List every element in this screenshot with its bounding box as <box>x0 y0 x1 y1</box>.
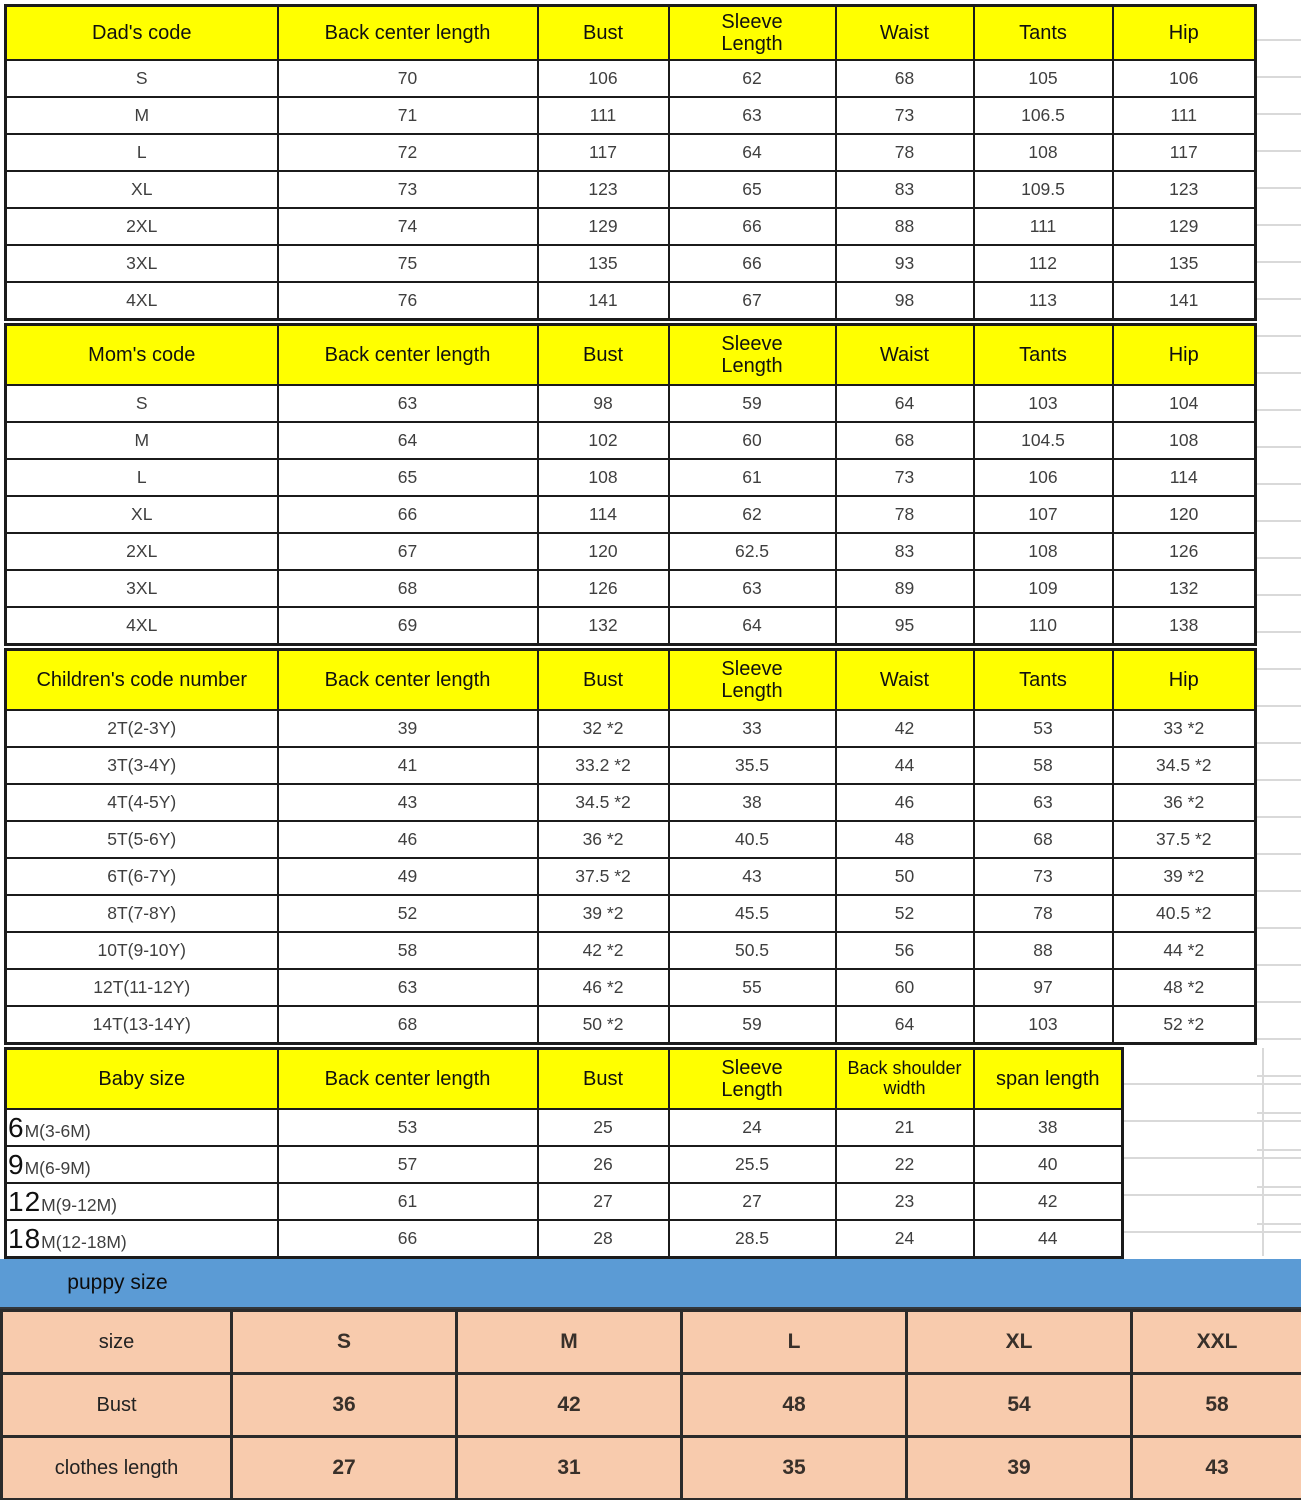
value-cell: 46 <box>278 821 538 858</box>
value-cell: 111 <box>1113 97 1256 134</box>
col-header-childrens-code-number: Children's code number <box>6 650 278 711</box>
value-cell: 98 <box>836 282 974 320</box>
value-cell: 117 <box>538 134 669 171</box>
value-cell: 44 <box>836 747 974 784</box>
value-cell: 110 <box>974 607 1113 645</box>
value-cell: 72 <box>278 134 538 171</box>
col-header-back-center-length: Back center length <box>278 1049 538 1110</box>
size-label-cell: XL <box>6 496 278 533</box>
size-label-rest: M(6-9M) <box>24 1157 91 1178</box>
value-cell: 43 <box>669 858 836 895</box>
size-label-cell: 4XL <box>6 607 278 645</box>
value-cell: 42 *2 <box>538 932 669 969</box>
size-label-cell: 10T(9-10Y) <box>6 932 278 969</box>
value-cell: 66 <box>669 208 836 245</box>
value-cell: 50 *2 <box>538 1006 669 1044</box>
value-cell: 74 <box>278 208 538 245</box>
puppy-size-banner <box>0 1259 1301 1309</box>
value-cell: 129 <box>1113 208 1256 245</box>
value-cell: 52 <box>278 895 538 932</box>
value-cell: 52 <box>836 895 974 932</box>
value-cell: 36 *2 <box>538 821 669 858</box>
size-label-big-number: 18 <box>8 1222 42 1254</box>
size-label-big-number: 9 <box>8 1148 25 1180</box>
value-cell: 40 <box>974 1146 1123 1183</box>
value-cell: 68 <box>278 570 538 607</box>
value-cell: 135 <box>1113 245 1256 282</box>
col-header-tants: Tants <box>974 650 1113 711</box>
value-cell: XXL <box>1132 1311 1301 1374</box>
table-row <box>6 245 1256 282</box>
value-cell: 113 <box>974 282 1113 320</box>
value-cell: 59 <box>669 1006 836 1044</box>
value-cell: 42 <box>836 710 974 747</box>
table-row <box>6 1220 1123 1258</box>
value-cell: 69 <box>278 607 538 645</box>
value-cell: 50.5 <box>669 932 836 969</box>
col-header-waist: Waist <box>836 650 974 711</box>
size-label-cell <box>6 1109 278 1146</box>
value-cell: 27 <box>232 1437 457 1500</box>
size-label-cell: 4XL <box>6 282 278 320</box>
value-cell: 62 <box>669 496 836 533</box>
value-cell: 39 <box>907 1437 1132 1500</box>
size-label-cell: 3XL <box>6 245 278 282</box>
table-row <box>6 1146 1123 1183</box>
value-cell: 103 <box>974 385 1113 422</box>
size-label-cell: S <box>6 60 278 97</box>
col-header-sleeve-length <box>669 1049 836 1110</box>
col-header-sleeve-length <box>669 6 836 61</box>
value-cell: 64 <box>278 422 538 459</box>
value-cell: 64 <box>669 134 836 171</box>
value-cell: 44 *2 <box>1113 932 1256 969</box>
value-cell: 28.5 <box>669 1220 836 1258</box>
header-row <box>6 650 1256 711</box>
value-cell: 21 <box>836 1109 974 1146</box>
childrens-table-header <box>6 650 1256 711</box>
table-row <box>6 422 1256 459</box>
table-row <box>2 1437 1301 1500</box>
value-cell: 40.5 *2 <box>1113 895 1256 932</box>
value-cell: 71 <box>278 97 538 134</box>
header-row <box>6 1049 1123 1110</box>
value-cell: 64 <box>669 607 836 645</box>
value-cell: 108 <box>1113 422 1256 459</box>
value-cell: 88 <box>974 932 1113 969</box>
value-cell: 66 <box>669 245 836 282</box>
dads-table-header <box>6 6 1256 61</box>
value-cell: 25.5 <box>669 1146 836 1183</box>
value-cell: 49 <box>278 858 538 895</box>
value-cell: L <box>682 1311 907 1374</box>
value-cell: 109.5 <box>974 171 1113 208</box>
col-header-hip: Hip <box>1113 650 1256 711</box>
value-cell: 65 <box>669 171 836 208</box>
value-cell: 89 <box>836 570 974 607</box>
table-row <box>6 821 1256 858</box>
value-cell: 42 <box>457 1374 682 1437</box>
value-cell: 114 <box>538 496 669 533</box>
col-header-bust: Bust <box>538 6 669 61</box>
value-cell: 38 <box>669 784 836 821</box>
value-cell: 34.5 *2 <box>538 784 669 821</box>
size-label-cell: 61 <box>278 1183 538 1220</box>
childrens-size-table <box>4 648 1257 1045</box>
moms-size-table <box>4 323 1257 646</box>
puppy-table-body <box>2 1311 1301 1500</box>
value-cell: 44 <box>974 1220 1123 1258</box>
table-row <box>6 134 1256 171</box>
value-cell: 60 <box>669 422 836 459</box>
value-cell: 35.5 <box>669 747 836 784</box>
value-cell: 22 <box>836 1146 974 1183</box>
size-label-cell <box>6 1220 278 1258</box>
value-cell: 67 <box>278 533 538 570</box>
value-cell: 62.5 <box>669 533 836 570</box>
value-cell: 103 <box>974 1006 1113 1044</box>
col-header-baby-size: Baby size <box>6 1049 278 1110</box>
value-cell: 33 <box>669 710 836 747</box>
size-label-cell: L <box>6 459 278 496</box>
sleeve-length-label: Sleeve Length <box>721 657 783 702</box>
size-label-cell: 4T(4-5Y) <box>6 784 278 821</box>
size-label-cell: 66 <box>278 1220 538 1258</box>
col-header-span-length: span length <box>974 1049 1123 1110</box>
value-cell: 53 <box>974 710 1113 747</box>
table-row <box>6 208 1256 245</box>
value-cell: 33 *2 <box>1113 710 1256 747</box>
value-cell: 40.5 <box>669 821 836 858</box>
value-cell: 111 <box>538 97 669 134</box>
size-label-cell: 3T(3-4Y) <box>6 747 278 784</box>
value-cell: S <box>232 1311 457 1374</box>
value-cell: 24 <box>669 1109 836 1146</box>
size-label-rest: M(9-12M) <box>41 1194 117 1215</box>
size-label-cell: M <box>6 97 278 134</box>
value-cell: 62 <box>669 60 836 97</box>
col-header-sleeve-length <box>669 325 836 386</box>
col-header-bust: Bust <box>538 650 669 711</box>
baby-table-body <box>6 1109 1123 1258</box>
value-cell: 63 <box>974 784 1113 821</box>
size-label-cell: M <box>6 422 278 459</box>
value-cell: 83 <box>836 533 974 570</box>
size-label-cell: 57 <box>278 1146 538 1183</box>
value-cell: 126 <box>538 570 669 607</box>
value-cell: 24 <box>836 1220 974 1258</box>
table-row <box>2 1311 1301 1374</box>
table-row <box>6 1109 1123 1146</box>
col-header-bust: Bust <box>538 325 669 386</box>
value-cell: 73 <box>278 171 538 208</box>
size-label-cell: 6T(6-7Y) <box>6 858 278 895</box>
value-cell: 60 <box>836 969 974 1006</box>
value-cell: 66 <box>278 496 538 533</box>
value-cell: 34.5 *2 <box>1113 747 1256 784</box>
col-header-bust: Bust <box>538 1049 669 1110</box>
table-row <box>6 385 1256 422</box>
moms-table-header <box>6 325 1256 386</box>
value-cell: 46 <box>836 784 974 821</box>
size-label-cell: S <box>6 385 278 422</box>
col-header-dads-code: Dad's code <box>6 6 278 61</box>
size-tables-stack <box>4 4 1257 1261</box>
value-cell: 28 <box>538 1220 669 1258</box>
value-cell: 26 <box>538 1146 669 1183</box>
table-row <box>6 858 1256 895</box>
value-cell: 88 <box>836 208 974 245</box>
value-cell: 39 *2 <box>538 895 669 932</box>
col-header-back-center-length: Back center length <box>278 325 538 386</box>
size-label-cell: size <box>2 1311 232 1374</box>
col-header-back-shoulder-width <box>836 1049 974 1110</box>
col-header-hip: Hip <box>1113 325 1256 386</box>
col-header-tants: Tants <box>974 6 1113 61</box>
value-cell: 78 <box>836 134 974 171</box>
size-label-cell: 14T(13-14Y) <box>6 1006 278 1044</box>
baby-table-header <box>6 1049 1123 1110</box>
value-cell: M <box>457 1311 682 1374</box>
value-cell: 104.5 <box>974 422 1113 459</box>
value-cell: 63 <box>278 385 538 422</box>
value-cell: 97 <box>974 969 1113 1006</box>
col-header-hip: Hip <box>1113 6 1256 61</box>
value-cell: 132 <box>1113 570 1256 607</box>
value-cell: 106 <box>538 60 669 97</box>
size-label-cell: XL <box>6 171 278 208</box>
puppy-size-table <box>0 1309 1301 1500</box>
value-cell: 68 <box>836 60 974 97</box>
value-cell: 48 <box>836 821 974 858</box>
value-cell: 135 <box>538 245 669 282</box>
value-cell: 68 <box>836 422 974 459</box>
value-cell: 58 <box>1132 1374 1301 1437</box>
value-cell: 123 <box>538 171 669 208</box>
size-label-cell: 5T(5-6Y) <box>6 821 278 858</box>
value-cell: 55 <box>669 969 836 1006</box>
value-cell: 141 <box>1113 282 1256 320</box>
value-cell: 102 <box>538 422 669 459</box>
value-cell: 37.5 *2 <box>538 858 669 895</box>
value-cell: 33.2 *2 <box>538 747 669 784</box>
table-row <box>6 1183 1123 1220</box>
col-header-sleeve-length <box>669 650 836 711</box>
header-row <box>6 6 1256 61</box>
size-label-cell: 3XL <box>6 570 278 607</box>
value-cell: 75 <box>278 245 538 282</box>
value-cell: 106.5 <box>974 97 1113 134</box>
col-header-back-center-length: Back center length <box>278 650 538 711</box>
value-cell: 50 <box>836 858 974 895</box>
value-cell: 111 <box>974 208 1113 245</box>
sleeve-length-label: Sleeve Length <box>721 10 783 55</box>
value-cell: 52 *2 <box>1113 1006 1256 1044</box>
size-label-cell <box>6 1183 278 1220</box>
col-header-moms-code: Mom's code <box>6 325 278 386</box>
value-cell: 36 <box>232 1374 457 1437</box>
size-label-cell: 2XL <box>6 208 278 245</box>
value-cell: 41 <box>278 747 538 784</box>
table-row <box>6 747 1256 784</box>
value-cell: 98 <box>538 385 669 422</box>
size-label-cell: 2T(2-3Y) <box>6 710 278 747</box>
value-cell: 123 <box>1113 171 1256 208</box>
value-cell: 32 *2 <box>538 710 669 747</box>
value-cell: 112 <box>974 245 1113 282</box>
value-cell: 37.5 *2 <box>1113 821 1256 858</box>
value-cell: 25 <box>538 1109 669 1146</box>
value-cell: 63 <box>278 969 538 1006</box>
value-cell: 63 <box>669 570 836 607</box>
value-cell: 73 <box>974 858 1113 895</box>
value-cell: 36 *2 <box>1113 784 1256 821</box>
value-cell: 58 <box>974 747 1113 784</box>
size-label-cell: Bust <box>2 1374 232 1437</box>
baby-size-table <box>4 1047 1124 1259</box>
value-cell: XL <box>907 1311 1132 1374</box>
value-cell: 70 <box>278 60 538 97</box>
value-cell: 42 <box>974 1183 1123 1220</box>
table-row <box>6 932 1256 969</box>
value-cell: 38 <box>974 1109 1123 1146</box>
value-cell: 83 <box>836 171 974 208</box>
value-cell: 104 <box>1113 385 1256 422</box>
table-row <box>6 496 1256 533</box>
value-cell: 107 <box>974 496 1113 533</box>
value-cell: 78 <box>974 895 1113 932</box>
value-cell: 73 <box>836 97 974 134</box>
col-header-tants: Tants <box>974 325 1113 386</box>
value-cell: 48 *2 <box>1113 969 1256 1006</box>
dads-size-table <box>4 4 1257 321</box>
value-cell: 39 <box>278 710 538 747</box>
size-label-cell: clothes length <box>2 1437 232 1500</box>
moms-table-body <box>6 385 1256 645</box>
size-label-cell: 2XL <box>6 533 278 570</box>
value-cell: 78 <box>836 496 974 533</box>
value-cell: 95 <box>836 607 974 645</box>
value-cell: 73 <box>836 459 974 496</box>
value-cell: 35 <box>682 1437 907 1500</box>
table-row <box>6 607 1256 645</box>
table-row <box>6 60 1256 97</box>
value-cell: 67 <box>669 282 836 320</box>
value-cell: 76 <box>278 282 538 320</box>
childrens-table-body <box>6 710 1256 1044</box>
size-label-cell: 12T(11-12Y) <box>6 969 278 1006</box>
size-label-cell <box>6 1146 278 1183</box>
value-cell: 27 <box>669 1183 836 1220</box>
value-cell: 64 <box>836 385 974 422</box>
table-row <box>6 282 1256 320</box>
value-cell: 58 <box>278 932 538 969</box>
dads-table-body <box>6 60 1256 320</box>
value-cell: 45.5 <box>669 895 836 932</box>
value-cell: 65 <box>278 459 538 496</box>
value-cell: 46 *2 <box>538 969 669 1006</box>
value-cell: 54 <box>907 1374 1132 1437</box>
puppy-size-banner-label: puppy size <box>67 1271 168 1294</box>
value-cell: 43 <box>1132 1437 1301 1500</box>
table-row <box>6 171 1256 208</box>
value-cell: 61 <box>669 459 836 496</box>
value-cell: 108 <box>974 134 1113 171</box>
size-label-cell: 8T(7-8Y) <box>6 895 278 932</box>
value-cell: 23 <box>836 1183 974 1220</box>
table-row <box>6 710 1256 747</box>
col-header-waist: Waist <box>836 6 974 61</box>
table-row <box>6 570 1256 607</box>
value-cell: 63 <box>669 97 836 134</box>
value-cell: 114 <box>1113 459 1256 496</box>
value-cell: 59 <box>669 385 836 422</box>
size-label-rest: M(3-6M) <box>24 1120 91 1141</box>
value-cell: 56 <box>836 932 974 969</box>
value-cell: 105 <box>974 60 1113 97</box>
value-cell: 117 <box>1113 134 1256 171</box>
size-label-cell: L <box>6 134 278 171</box>
excel-gridlines-right-margin <box>1257 4 1301 1257</box>
value-cell: 120 <box>538 533 669 570</box>
value-cell: 48 <box>682 1374 907 1437</box>
sleeve-length-label: Sleeve Length <box>721 1056 783 1101</box>
value-cell: 138 <box>1113 607 1256 645</box>
table-row <box>6 969 1256 1006</box>
value-cell: 132 <box>538 607 669 645</box>
value-cell: 27 <box>538 1183 669 1220</box>
header-row <box>6 325 1256 386</box>
value-cell: 31 <box>457 1437 682 1500</box>
value-cell: 106 <box>974 459 1113 496</box>
value-cell: 120 <box>1113 496 1256 533</box>
col-header-back-center-length: Back center length <box>278 6 538 61</box>
size-label-big-number: 6 <box>8 1111 25 1143</box>
value-cell: 43 <box>278 784 538 821</box>
table-row <box>6 97 1256 134</box>
value-cell: 126 <box>1113 533 1256 570</box>
table-row <box>6 1006 1256 1044</box>
value-cell: 93 <box>836 245 974 282</box>
size-label-cell: 53 <box>278 1109 538 1146</box>
sleeve-length-label: Sleeve Length <box>721 332 783 377</box>
size-label-rest: M(12-18M) <box>41 1231 127 1252</box>
value-cell: 106 <box>1113 60 1256 97</box>
value-cell: 129 <box>538 208 669 245</box>
table-row <box>6 459 1256 496</box>
value-cell: 109 <box>974 570 1113 607</box>
table-row <box>6 895 1256 932</box>
value-cell: 68 <box>278 1006 538 1044</box>
value-cell: 39 *2 <box>1113 858 1256 895</box>
value-cell: 64 <box>836 1006 974 1044</box>
value-cell: 68 <box>974 821 1113 858</box>
table-row <box>2 1374 1301 1437</box>
value-cell: 108 <box>974 533 1113 570</box>
size-label-big-number: 12 <box>8 1185 42 1217</box>
col-header-waist: Waist <box>836 325 974 386</box>
back-shoulder-width-label: Back shoulder width <box>847 1057 962 1098</box>
table-row <box>6 784 1256 821</box>
value-cell: 108 <box>538 459 669 496</box>
value-cell: 141 <box>538 282 669 320</box>
table-row <box>6 533 1256 570</box>
